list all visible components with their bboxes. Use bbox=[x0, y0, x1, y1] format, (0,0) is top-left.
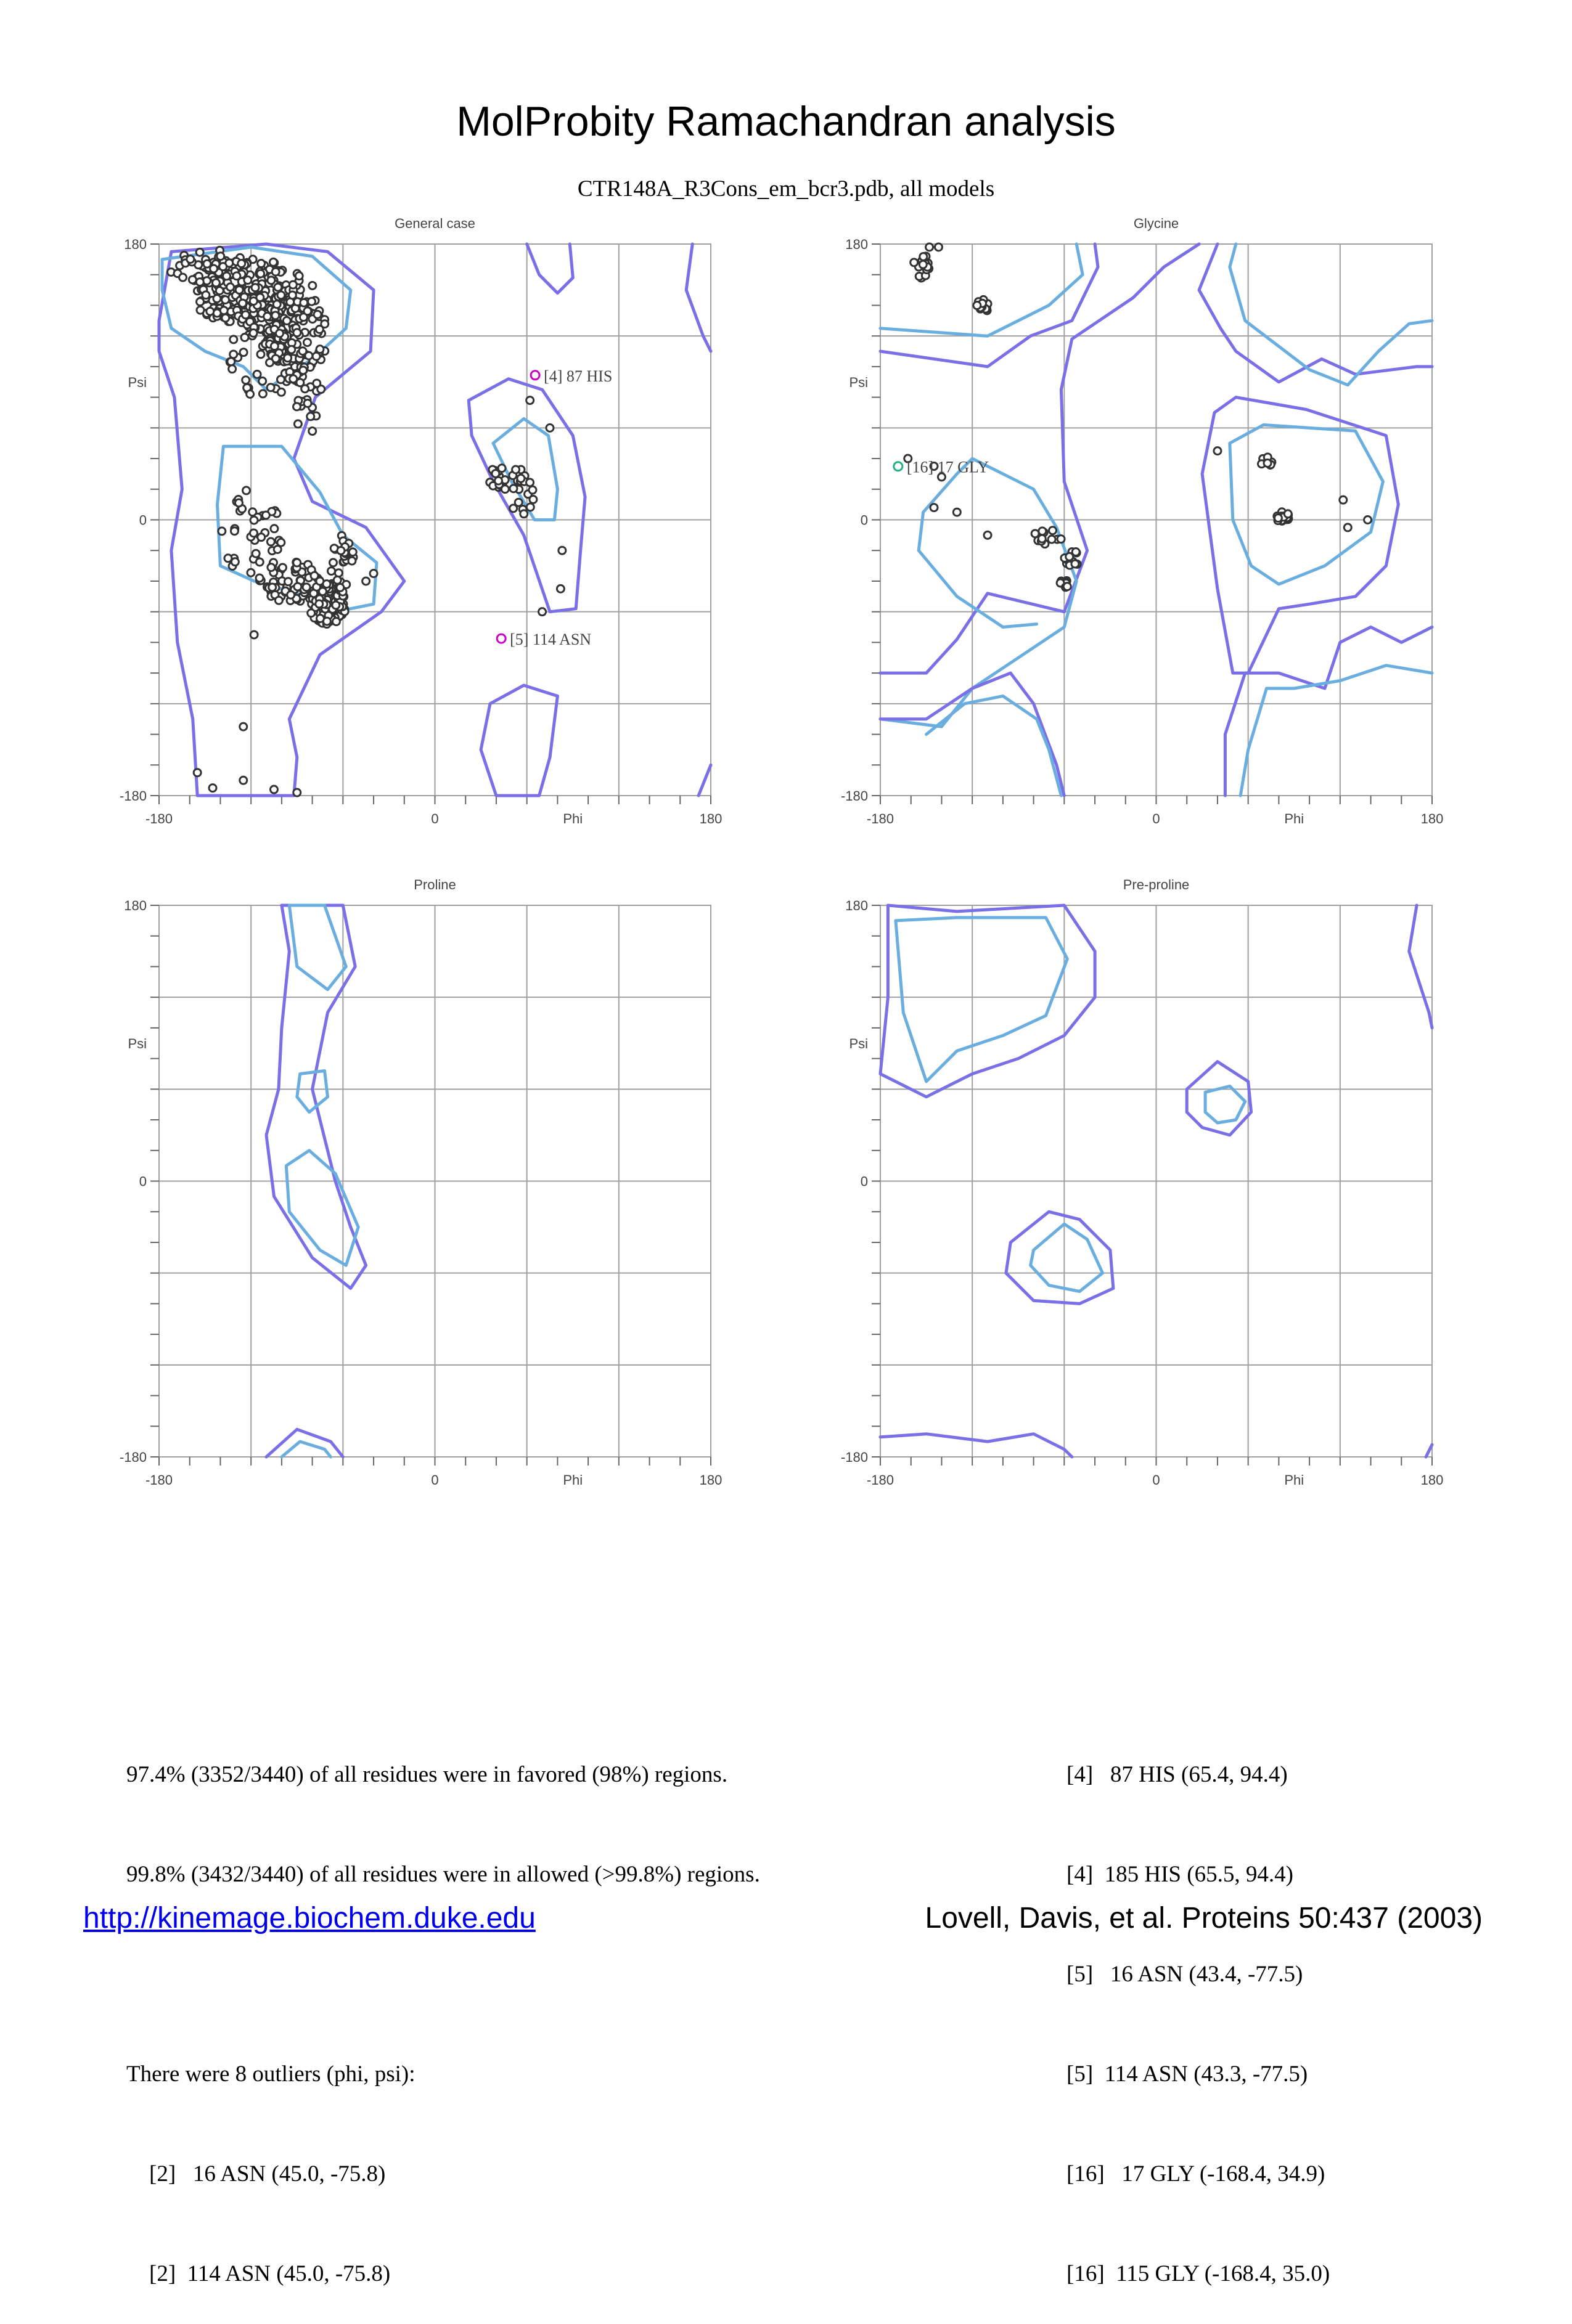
x-tick-label: 0 bbox=[1152, 1472, 1160, 1488]
allowed-contour bbox=[527, 244, 573, 293]
favored-contour bbox=[1031, 1224, 1103, 1291]
data-point bbox=[242, 487, 250, 494]
citation: Lovell, Davis, et al. Proteins 50:437 (2003) bbox=[925, 1902, 1483, 1935]
allowed-contour bbox=[1409, 905, 1432, 1028]
outlier-line: [16] 115 GLY (-168.4, 35.0) bbox=[1066, 2261, 1330, 2286]
data-point bbox=[230, 336, 237, 343]
data-point bbox=[926, 243, 933, 251]
y-tick-label: 0 bbox=[139, 1173, 147, 1189]
x-tick-label: 180 bbox=[699, 811, 723, 826]
data-point bbox=[300, 367, 307, 374]
data-point bbox=[239, 300, 247, 307]
data-point bbox=[244, 277, 252, 284]
data-point bbox=[501, 486, 509, 493]
y-tick-label: -180 bbox=[840, 788, 868, 804]
data-point bbox=[334, 576, 341, 584]
outlier-line: [16] 17 GLY (-168.4, 34.9) bbox=[1066, 2161, 1325, 2187]
data-point bbox=[309, 428, 316, 435]
y-tick-label: 0 bbox=[860, 1173, 868, 1189]
data-point bbox=[1057, 536, 1065, 543]
data-point bbox=[559, 547, 566, 554]
data-point bbox=[217, 253, 224, 260]
data-point bbox=[187, 256, 194, 263]
data-point bbox=[229, 365, 236, 373]
allowed-contour bbox=[1225, 627, 1432, 796]
allowed-contour bbox=[880, 1434, 1072, 1457]
y-tick-label: -180 bbox=[840, 1449, 868, 1465]
data-point bbox=[247, 391, 254, 398]
favored-summary: 97.4% (3352/3440) of all residues were in favored (98%) regions. bbox=[126, 1762, 728, 1787]
data-point bbox=[267, 538, 274, 545]
data-point bbox=[349, 548, 356, 556]
outlier-line: [5] 16 ASN (43.4, -77.5) bbox=[1066, 1962, 1303, 1987]
data-point bbox=[231, 528, 238, 535]
data-point bbox=[526, 504, 534, 511]
data-point bbox=[240, 723, 247, 730]
data-point bbox=[529, 486, 536, 494]
data-point bbox=[329, 559, 337, 566]
data-point bbox=[289, 292, 296, 299]
data-point bbox=[953, 508, 960, 516]
data-point bbox=[1264, 459, 1271, 467]
data-point bbox=[241, 334, 248, 341]
glycine-plot bbox=[808, 210, 1473, 826]
data-point bbox=[557, 585, 564, 592]
data-point bbox=[919, 261, 927, 268]
data-point bbox=[293, 559, 301, 566]
data-point bbox=[230, 351, 237, 358]
favored-contour bbox=[880, 244, 1083, 336]
data-point bbox=[196, 279, 203, 286]
data-point bbox=[327, 568, 335, 575]
outlier-line: [2] 114 ASN (45.0, -75.8) bbox=[126, 2261, 391, 2286]
outlier-label: [4] 87 HIS bbox=[544, 367, 613, 385]
data-point bbox=[293, 789, 301, 796]
data-point bbox=[304, 308, 311, 315]
proline-plot bbox=[86, 871, 752, 1487]
outlier-point bbox=[894, 462, 903, 471]
data-point bbox=[370, 570, 377, 577]
data-point bbox=[238, 260, 245, 267]
x-tick-label: 180 bbox=[699, 1472, 723, 1488]
data-point bbox=[332, 601, 340, 609]
allowed-contour bbox=[1426, 1445, 1432, 1457]
allowed-contour bbox=[686, 244, 711, 351]
data-point bbox=[290, 375, 297, 383]
data-point bbox=[294, 583, 301, 590]
page-subtitle: CTR148A_R3Cons_em_bcr3.pdb, all models bbox=[577, 176, 995, 202]
data-point bbox=[288, 346, 295, 353]
x-tick-label: -180 bbox=[145, 811, 173, 826]
x-tick-label: 0 bbox=[431, 811, 439, 826]
data-point bbox=[316, 346, 324, 353]
data-point bbox=[272, 268, 279, 275]
y-tick-label: 0 bbox=[139, 512, 147, 528]
data-point bbox=[235, 286, 243, 293]
data-point bbox=[526, 479, 534, 486]
data-point bbox=[218, 528, 226, 535]
data-point bbox=[1039, 528, 1046, 535]
data-point bbox=[259, 390, 266, 398]
data-point bbox=[293, 329, 301, 336]
data-point bbox=[268, 564, 275, 571]
data-point bbox=[235, 499, 242, 507]
y-axis-label: Psi bbox=[849, 374, 868, 390]
x-tick-label: -180 bbox=[866, 1472, 894, 1488]
plot-title: Proline bbox=[414, 877, 456, 892]
data-point bbox=[256, 574, 263, 582]
data-point bbox=[277, 539, 285, 546]
data-point bbox=[303, 584, 310, 591]
x-tick-label: -180 bbox=[866, 811, 894, 826]
y-axis-label: Psi bbox=[128, 374, 147, 390]
data-point bbox=[284, 354, 292, 362]
data-point bbox=[257, 270, 264, 277]
data-point bbox=[279, 564, 286, 571]
data-point bbox=[227, 283, 234, 291]
x-axis-label: Phi bbox=[563, 1472, 583, 1488]
data-point bbox=[294, 420, 301, 428]
outlier-label: [16] 17 GLY bbox=[906, 458, 989, 476]
data-point bbox=[256, 558, 263, 566]
data-point bbox=[267, 384, 274, 391]
x-axis-label: Phi bbox=[563, 811, 583, 826]
data-point bbox=[269, 584, 276, 591]
data-point bbox=[546, 424, 554, 431]
data-point bbox=[222, 314, 229, 322]
data-point bbox=[303, 339, 311, 346]
data-point bbox=[259, 377, 266, 385]
favored-contour bbox=[282, 1441, 331, 1457]
data-point bbox=[295, 272, 303, 280]
data-point bbox=[256, 294, 264, 301]
data-point bbox=[277, 376, 284, 383]
x-tick-label: 180 bbox=[1420, 811, 1444, 826]
summary-stats bbox=[126, 1692, 760, 2324]
data-point bbox=[289, 281, 297, 288]
data-point bbox=[272, 312, 279, 319]
data-point bbox=[274, 283, 282, 291]
data-point bbox=[258, 534, 265, 541]
data-point bbox=[223, 272, 231, 280]
data-point bbox=[510, 505, 517, 512]
x-tick-label: 0 bbox=[431, 1472, 439, 1488]
data-point bbox=[271, 525, 278, 532]
data-point bbox=[224, 555, 232, 562]
data-point bbox=[268, 277, 275, 284]
data-point bbox=[283, 317, 290, 324]
data-point bbox=[520, 510, 528, 518]
outlier-line: [5] 114 ASN (43.3, -77.5) bbox=[1066, 2061, 1308, 2087]
data-point bbox=[316, 325, 323, 333]
x-axis-label: Phi bbox=[1284, 811, 1304, 826]
data-point bbox=[203, 260, 211, 267]
data-point bbox=[213, 295, 221, 303]
plot-title: Pre-proline bbox=[1123, 877, 1190, 892]
data-point bbox=[247, 569, 255, 576]
data-point bbox=[308, 610, 315, 617]
data-point bbox=[539, 608, 546, 616]
allowed-contour bbox=[266, 905, 366, 1289]
data-point bbox=[316, 600, 323, 608]
y-tick-label: 180 bbox=[124, 237, 147, 252]
data-point bbox=[276, 330, 283, 337]
data-point bbox=[984, 531, 991, 539]
data-point bbox=[197, 306, 204, 314]
outliers-heading: There were 8 outliers (phi, psi): bbox=[126, 2061, 416, 2087]
y-axis-label: Psi bbox=[849, 1035, 868, 1051]
data-point bbox=[314, 311, 321, 318]
data-point bbox=[316, 577, 324, 585]
page-title: MolProbity Ramachandran analysis bbox=[456, 98, 1116, 145]
data-point bbox=[1063, 583, 1071, 590]
pre-proline-plot bbox=[808, 871, 1473, 1487]
outlier-list bbox=[1066, 1692, 1330, 2324]
data-point bbox=[240, 777, 247, 784]
data-point bbox=[1071, 560, 1079, 568]
general-case-plot bbox=[86, 210, 752, 826]
data-point bbox=[250, 529, 257, 537]
data-point bbox=[935, 243, 942, 251]
data-point bbox=[250, 516, 258, 524]
data-point bbox=[307, 413, 314, 420]
x-tick-label: -180 bbox=[145, 1472, 173, 1488]
data-point bbox=[242, 311, 249, 319]
data-point bbox=[197, 298, 204, 306]
data-point bbox=[189, 276, 196, 283]
data-point bbox=[1049, 527, 1057, 534]
x-tick-label: 0 bbox=[1152, 811, 1160, 826]
data-point bbox=[517, 475, 525, 482]
allowed-contour bbox=[1199, 244, 1432, 382]
data-point bbox=[252, 284, 259, 292]
data-point bbox=[222, 296, 229, 304]
data-point bbox=[250, 329, 257, 336]
data-point bbox=[284, 578, 292, 585]
data-point bbox=[1048, 536, 1055, 543]
favored-contour bbox=[927, 696, 1062, 796]
data-point bbox=[269, 258, 277, 266]
y-tick-label: -180 bbox=[119, 788, 147, 804]
favored-contour bbox=[289, 905, 346, 990]
data-point bbox=[262, 512, 269, 519]
data-point bbox=[179, 274, 187, 281]
data-point bbox=[1214, 447, 1221, 455]
data-point bbox=[271, 343, 278, 350]
data-point bbox=[194, 769, 201, 777]
data-point bbox=[510, 485, 517, 492]
y-axis-label: Psi bbox=[128, 1035, 147, 1051]
data-point bbox=[308, 298, 316, 305]
favored-contour bbox=[286, 1151, 358, 1265]
data-point bbox=[911, 259, 918, 266]
outlier-point bbox=[497, 634, 506, 643]
data-point bbox=[257, 351, 264, 358]
data-point bbox=[1038, 535, 1046, 542]
data-point bbox=[220, 307, 227, 314]
data-point bbox=[1066, 553, 1073, 560]
data-point bbox=[277, 388, 285, 396]
data-point bbox=[202, 292, 210, 299]
data-point bbox=[300, 299, 308, 306]
data-point bbox=[277, 292, 285, 299]
data-point bbox=[512, 466, 520, 473]
data-point bbox=[227, 358, 235, 365]
y-tick-label: 0 bbox=[860, 512, 868, 528]
data-point bbox=[973, 302, 981, 309]
data-point bbox=[273, 301, 280, 308]
outlier-line: [4] 87 HIS (65.4, 94.4) bbox=[1066, 1762, 1288, 1787]
favored-contour bbox=[1205, 1086, 1245, 1123]
outlier-line: [2] 16 ASN (45.0, -75.8) bbox=[126, 2161, 386, 2187]
data-point bbox=[332, 618, 340, 626]
data-point bbox=[270, 786, 277, 793]
y-tick-label: 180 bbox=[845, 898, 868, 913]
y-tick-label: 180 bbox=[845, 237, 868, 252]
data-point bbox=[335, 569, 342, 577]
allowed-contour bbox=[880, 905, 1095, 1097]
data-point bbox=[207, 308, 214, 315]
data-point bbox=[1284, 510, 1292, 518]
data-point bbox=[337, 584, 344, 591]
data-point bbox=[250, 631, 258, 638]
outlier-label: [5] 114 ASN bbox=[510, 630, 592, 649]
data-point bbox=[526, 397, 534, 404]
data-point bbox=[1344, 524, 1351, 531]
data-point bbox=[196, 248, 203, 256]
y-tick-label: 180 bbox=[124, 898, 147, 913]
data-point bbox=[233, 272, 240, 280]
data-point bbox=[301, 385, 309, 393]
data-point bbox=[348, 557, 356, 565]
data-point bbox=[242, 377, 250, 384]
data-point bbox=[1274, 515, 1282, 522]
data-point bbox=[258, 260, 265, 267]
data-point bbox=[304, 399, 311, 407]
data-point bbox=[264, 312, 271, 320]
data-point bbox=[275, 597, 282, 604]
data-point bbox=[930, 504, 938, 512]
kinemage-link[interactable]: http://kinemage.biochem.duke.edu bbox=[83, 1902, 536, 1935]
data-point bbox=[287, 591, 295, 598]
outlier-point bbox=[531, 371, 539, 380]
plot-title: Glycine bbox=[1133, 216, 1179, 231]
allowed-contour bbox=[481, 685, 557, 796]
data-point bbox=[309, 282, 316, 289]
favored-contour bbox=[1240, 666, 1432, 796]
plot-title: General case bbox=[395, 216, 475, 231]
y-tick-label: -180 bbox=[119, 1449, 147, 1465]
data-point bbox=[362, 577, 370, 585]
data-point bbox=[212, 279, 219, 287]
x-axis-label: Phi bbox=[1284, 1472, 1304, 1488]
data-point bbox=[492, 470, 499, 477]
data-point bbox=[1340, 496, 1347, 504]
favored-contour bbox=[896, 918, 1067, 1082]
data-point bbox=[253, 370, 261, 378]
data-point bbox=[1364, 516, 1372, 524]
data-point bbox=[209, 785, 216, 792]
data-point bbox=[299, 348, 306, 355]
data-point bbox=[266, 359, 273, 366]
data-point bbox=[316, 615, 324, 622]
x-tick-label: 180 bbox=[1420, 1472, 1444, 1488]
allowed-summary: 99.8% (3432/3440) of all residues were in allowed (>99.8%) regions. bbox=[126, 1862, 760, 1887]
data-point bbox=[337, 547, 345, 554]
data-point bbox=[252, 550, 260, 557]
allowed-contour bbox=[698, 765, 711, 796]
outlier-line: [4] 185 HIS (65.5, 94.4) bbox=[1066, 1862, 1293, 1887]
data-point bbox=[920, 253, 927, 260]
favored-contour bbox=[1230, 425, 1383, 584]
data-point bbox=[293, 403, 300, 410]
